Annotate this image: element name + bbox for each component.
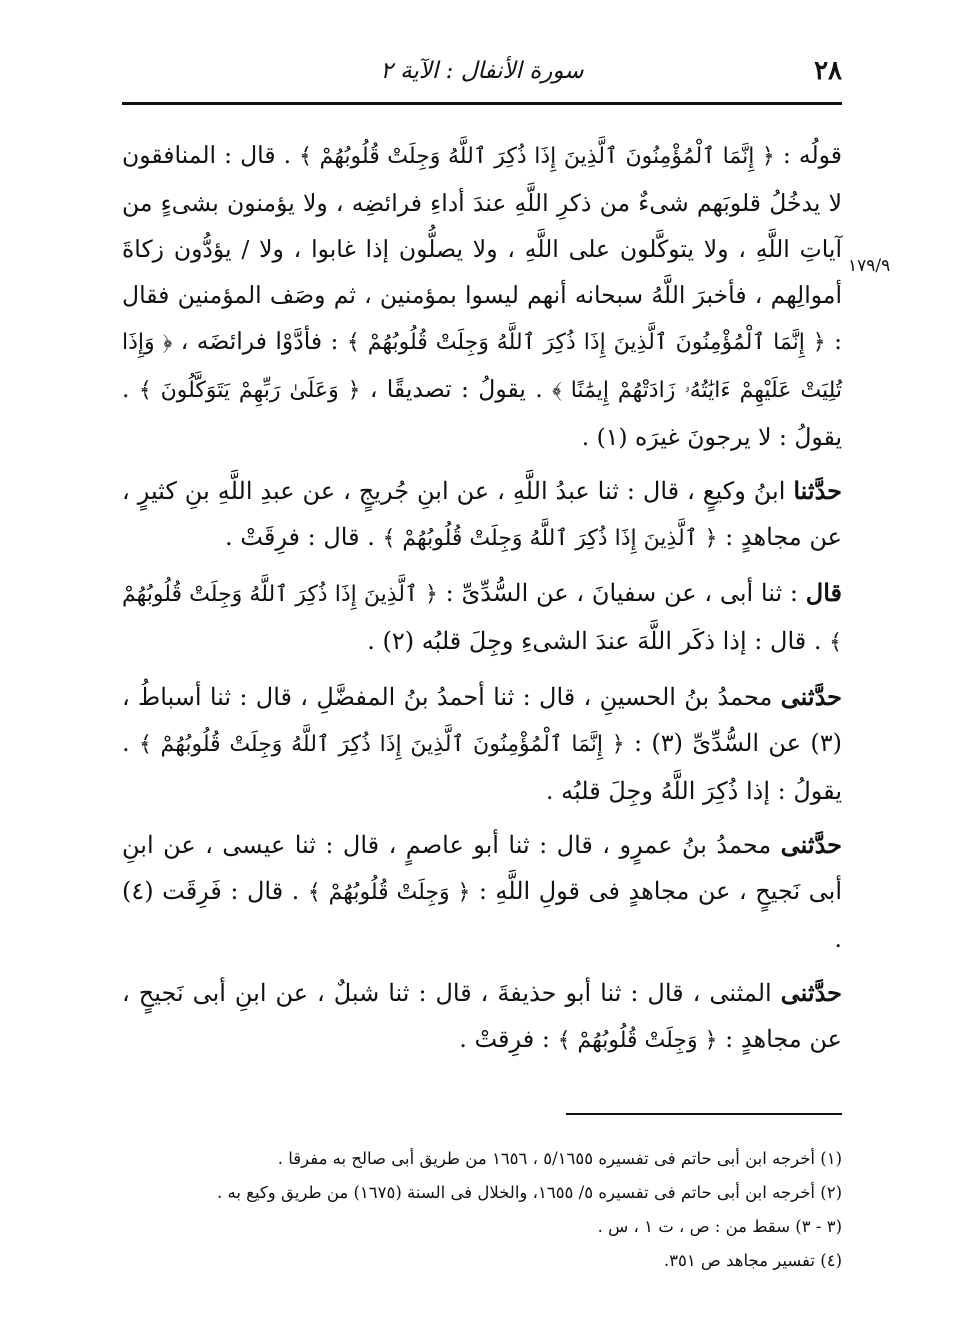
paragraph-text: . يقولُ : تصديقًا ، bbox=[360, 375, 553, 403]
paragraph-text: . يقولُ : لا يرجونَ غيرَه (١) . bbox=[122, 375, 842, 451]
footnote: (٣ - ٣) سقط من : ص ، ت ١ ، س . bbox=[597, 1217, 842, 1236]
paragraph bbox=[122, 468, 842, 562]
footnote: (٢) أخرجه ابن أبى حاتم فى تفسيره ٥/ ١٦٥٥، والخلال فى السنة (١٦٧٥) من طريق وكيع به . bbox=[216, 1183, 842, 1202]
paragraph bbox=[122, 674, 842, 814]
isnad-lead-word: حدَّثنى bbox=[780, 978, 842, 1007]
running-title: سورة الأنفال : الآية ٢ bbox=[380, 58, 584, 84]
paragraph-text: : فرِقتْ . bbox=[459, 1025, 558, 1053]
paragraph-text: . قال : المنافقون لا يدخُلُ قلوبَهم شىءٌ من ذكرِ اللَّهِ عندَ أداءِ فرائضِه ، ولا يؤمنون بشىءٍ من آياتِ اللَّهِ ، ولا يتوكَّلون على اللَّهِ ، ولا يصلُّون إذا غابوا ، ولا / يؤدُّون زكاةَ أموالِهم ، فأخبرَ اللَّهُ سبحانه أنهم ليسوا بمؤمنين ، ثم وصَف المؤمنين فقال : bbox=[122, 141, 843, 355]
quran-quote: ﴿ وَجِلَتْ قُلُوبُهُمْ ﴾ bbox=[307, 880, 471, 905]
paragraph-text: محمدُ بنُ الحسينِ ، قال : ثنا أحمدُ بنُ المفضَّلِ ، قال : ثنا أسباطُ ، (٣) عن السُّدِّىِّ (٣) : bbox=[122, 683, 842, 757]
isnad-lead-word: حدَّثنى bbox=[780, 682, 842, 711]
paragraph bbox=[122, 132, 842, 460]
paragraph-text: قولُه : bbox=[774, 141, 843, 169]
paragraph bbox=[122, 822, 842, 962]
footnote-rule bbox=[566, 1113, 842, 1115]
main-text bbox=[122, 132, 842, 1072]
quran-quote: ﴿ ٱلَّذِينَ إِذَا ذُكِرَ ٱللَّهُ وَجِلَتْ قُلُوبُهُمْ ﴾ bbox=[382, 526, 718, 551]
quran-quote: ﴿ إِنَّمَا ٱلْمُؤْمِنُونَ ٱلَّذِينَ إِذَا ذُكِرَ ٱللَّهُ وَجِلَتْ قُلُوبُهُمْ ﴾ bbox=[346, 330, 826, 355]
paragraph-text: . قال : إذا ذكَر اللَّهَ عندَ الشىءِ وجِلَ قلبُه (٢) . bbox=[367, 627, 830, 655]
footnote: (٤) تفسير مجاهد ص ٣٥١. bbox=[663, 1251, 842, 1270]
paragraph-text: . قال : فرِقَتْ . bbox=[225, 523, 383, 551]
footnotes bbox=[122, 1142, 842, 1278]
quran-quote: ﴿ إِنَّمَا ٱلْمُؤْمِنُونَ ٱلَّذِينَ إِذَا ذُكِرَ ٱللَّهُ وَجِلَتْ قُلُوبُهُمْ ﴾ bbox=[299, 144, 775, 169]
page-number: ٢٨ bbox=[814, 56, 842, 86]
paragraph-text: المثنى ، قال : ثنا أبو حذيفةَ ، قال : ثنا شبلٌ ، عن ابنِ أبى نَجيحٍ ، عن مجاهدٍ : bbox=[122, 979, 842, 1053]
page-header bbox=[122, 52, 842, 96]
quran-quote: ﴿ وَجِلَتْ قُلُوبُهُمْ ﴾ bbox=[557, 1028, 718, 1053]
isnad-lead-word: حدَّثنا bbox=[793, 476, 842, 505]
paragraph-text: : ثنا أبى ، عن سفيانَ ، عن السُّدِّىِّ : bbox=[437, 579, 806, 607]
quran-quote: ﴿ ٱلَّذِينَ إِذَا ذُكِرَ ٱللَّهُ وَجِلَتْ قُلُوبُهُمْ ﴾ bbox=[122, 582, 842, 655]
margin-page-reference: ١٧٩/٩ bbox=[848, 256, 891, 276]
isnad-lead-word: حدَّثنى bbox=[780, 830, 842, 859]
paragraph-text: محمدُ بنُ عمرٍو ، قال : ثنا أبو عاصمٍ ، قال : ثنا عيسى ، عن ابنِ أبى نَجيحٍ ، عن مجاهدٍ فى قولِ اللَّهِ : bbox=[122, 831, 842, 905]
paragraph-text: . قال : فَرِقَت (٤) . bbox=[122, 877, 842, 953]
quran-quote: ﴿ إِنَّمَا ٱلْمُؤْمِنُونَ ٱلَّذِينَ إِذَا ذُكِرَ ٱللَّهُ وَجِلَتْ قُلُوبُهُمْ ﴾ bbox=[138, 732, 625, 757]
paragraph bbox=[122, 970, 842, 1064]
footnote: (١) أخرجه ابن أبى حاتم فى تفسيره ٥/١٦٥٥ ، ١٦٥٦ من طريق أبى صالح به مفرقا . bbox=[277, 1149, 842, 1168]
paragraph bbox=[122, 570, 842, 666]
quran-quote: ﴿ وَعَلَىٰ رَبِّهِمْ يَتَوَكَّلُونَ ﴾ bbox=[138, 378, 361, 403]
isnad-lead-word: قال bbox=[805, 578, 842, 607]
quran-quote: ﴿ وَإِذَا تُلِيَتْ عَلَيْهِمْ ءَايَٰتُهُۥ زَادَتْهُمْ إِيمَٰنًا ﴾ bbox=[122, 330, 842, 403]
header-rule bbox=[122, 102, 842, 105]
paragraph-text: : فأدَّوْا فرائضَه ، bbox=[172, 327, 347, 355]
paragraph-text: ابنُ وكيعٍ ، قال : ثنا عبدُ اللَّهِ ، عن ابنِ جُريجٍ ، عن عبدِ اللَّهِ بنِ كثيرٍ ، عن مجاهدٍ : bbox=[122, 477, 842, 551]
paragraph-text: . يقولُ : إذا ذُكِرَ اللَّهُ وجِلَ قلبُه . bbox=[122, 729, 842, 805]
